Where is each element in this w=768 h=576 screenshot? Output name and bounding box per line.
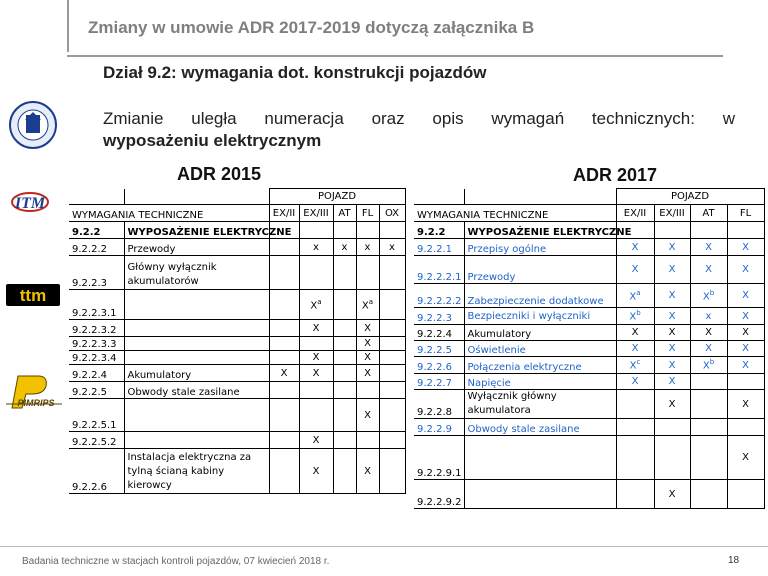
header-divider-vertical [67, 0, 69, 52]
requirement-mark [333, 290, 356, 320]
requirement-description: Instalacja elektryczna za tylną ścianą kabiny kierowcy [124, 449, 269, 494]
requirement-mark [333, 351, 356, 365]
requirement-mark: X [690, 256, 727, 284]
requirement-mark: X [727, 308, 764, 325]
vehicle-group-header: POJAZD [269, 189, 405, 205]
requirement-code: 9.2.2.2.2 [414, 284, 464, 308]
requirement-description [124, 351, 269, 365]
requirement-mark: X [727, 341, 764, 357]
requirement-mark: X [356, 320, 379, 337]
table-header-row [69, 189, 405, 205]
table-row [69, 239, 405, 256]
requirement-mark [356, 222, 379, 239]
requirement-mark: X [299, 351, 333, 365]
table-row [414, 325, 764, 341]
requirement-mark: $X^a$ [299, 290, 333, 320]
requirement-mark: X [616, 256, 654, 284]
requirement-mark: X [616, 341, 654, 357]
table-row [414, 284, 764, 308]
requirement-mark: $X^b$ [616, 308, 654, 325]
requirement-code: 9.2.2.6 [69, 449, 124, 494]
requirement-mark [379, 337, 405, 351]
requirement-mark: X [616, 374, 654, 390]
footnote-marker: b [709, 288, 715, 297]
table-row [69, 432, 405, 449]
requirement-description: Oświetlenie [464, 341, 616, 357]
requirement-mark: X [299, 432, 333, 449]
requirement-description [464, 480, 616, 509]
table-header-blank [414, 189, 464, 205]
requirement-mark [690, 390, 727, 419]
requirement-description: WYPOSAŻENIE ELEKTRYCZNE [464, 222, 616, 239]
slide-title: Zmiany w umowie ADR 2017-2019 dotyczą załącznika B [88, 18, 535, 37]
page-number: 18 [728, 555, 740, 566]
vehicle-group-header: POJAZD [616, 189, 764, 205]
requirement-code: 9.2.2.5.2 [69, 432, 124, 449]
requirement-mark: X [654, 284, 690, 308]
requirements-header: WYMAGANIA TECHNICZNE [414, 205, 616, 222]
requirement-mark [269, 382, 299, 399]
requirement-mark: X [299, 365, 333, 382]
requirement-mark: X [727, 239, 764, 256]
requirement-mark: X [356, 399, 379, 432]
requirement-code: 9.2.2 [414, 222, 464, 239]
requirement-mark [654, 419, 690, 436]
table-row [414, 419, 764, 436]
column-header: AT [333, 205, 356, 222]
requirement-description: Akumulatory [124, 365, 269, 382]
requirement-mark [299, 337, 333, 351]
pimrips-logo [4, 374, 64, 414]
requirements-header: WYMAGANIA TECHNICZNE [69, 205, 269, 222]
requirement-description: Wyłącznik główny akumulatora [464, 390, 616, 419]
requirement-description [124, 399, 269, 432]
requirement-mark: X [727, 284, 764, 308]
requirement-code: 9.2.2.5 [69, 382, 124, 399]
requirement-mark: X [727, 357, 764, 374]
requirement-mark: X [654, 256, 690, 284]
requirement-code: 9.2.2.5 [414, 341, 464, 357]
requirement-code: 9.2.2.9 [414, 419, 464, 436]
requirement-description: WYPOSAŻENIE ELEKTRYCZNE [124, 222, 269, 239]
requirement-code: 9.2.2.3.1 [69, 290, 124, 320]
requirement-mark [269, 449, 299, 494]
requirement-description [124, 432, 269, 449]
requirement-mark [379, 432, 405, 449]
table-row [69, 337, 405, 351]
table-header-row [414, 189, 764, 205]
table-row [69, 449, 405, 494]
requirement-description: Obwody stale zasilane [464, 419, 616, 436]
svg-text:ttm: ttm [19, 286, 47, 305]
footnote-marker: a [636, 288, 641, 297]
svg-text:PIMRIPS: PIMRIPS [17, 398, 55, 408]
table-row [69, 382, 405, 399]
requirement-mark: X [299, 449, 333, 494]
footer-divider [0, 546, 768, 547]
requirement-mark: X [356, 337, 379, 351]
requirement-mark: X [690, 325, 727, 341]
requirement-mark: x [299, 239, 333, 256]
requirement-mark [727, 480, 764, 509]
table-row [414, 374, 764, 390]
requirement-mark: x [379, 239, 405, 256]
requirement-mark: X [654, 357, 690, 374]
requirement-mark [299, 256, 333, 290]
footnote-marker: b [636, 309, 641, 318]
table-row [69, 256, 405, 290]
requirement-mark: X [727, 390, 764, 419]
requirement-code: 9.2.2 [69, 222, 124, 239]
column-header: FL [356, 205, 379, 222]
requirement-code: 9.2.2.2 [69, 239, 124, 256]
adr2015-label: ADR 2015 [177, 164, 262, 184]
table-row [69, 222, 405, 239]
requirement-mark: X [727, 325, 764, 341]
requirement-mark: $X^b$ [690, 284, 727, 308]
table-row [414, 357, 764, 374]
footnote-marker: c [636, 358, 641, 367]
footer-text: Badania techniczne w stacjach kontroli pojazdów, 07 kwiecień 2018 r. [22, 556, 330, 567]
requirement-mark [299, 399, 333, 432]
table-row [414, 390, 764, 419]
requirement-mark: $X^b$ [690, 357, 727, 374]
requirement-mark: X [299, 320, 333, 337]
requirement-mark: X [654, 308, 690, 325]
requirement-mark: $X^a$ [616, 284, 654, 308]
adr2017-label: ADR 2017 [573, 165, 658, 185]
requirement-mark: x [356, 239, 379, 256]
table-row [69, 365, 405, 382]
requirement-mark [333, 320, 356, 337]
table-row [69, 320, 405, 337]
requirement-code: 9.2.2.4 [69, 365, 124, 382]
paragraph-line-1: Zmianie uległa numeracja oraz opis wymagań technicznych: w [103, 109, 735, 128]
requirement-description [124, 337, 269, 351]
table-row [414, 239, 764, 256]
requirement-code: 9.2.2.7 [414, 374, 464, 390]
ttm-logo [6, 284, 60, 306]
footnote-marker: a [317, 297, 322, 306]
requirement-mark [379, 320, 405, 337]
requirement-mark [690, 436, 727, 480]
requirement-code: 9.2.2.9.2 [414, 480, 464, 509]
requirement-mark [379, 449, 405, 494]
table-row [69, 399, 405, 432]
table-row [69, 351, 405, 365]
requirement-code: 9.2.2.5.1 [69, 399, 124, 432]
requirement-mark [333, 222, 356, 239]
requirement-code: 9.2.2.3.2 [69, 320, 124, 337]
requirement-mark: X [654, 325, 690, 341]
requirement-code: 9.2.2.1 [414, 239, 464, 256]
requirement-mark [690, 419, 727, 436]
table-row [414, 480, 764, 509]
requirement-mark: X [616, 325, 654, 341]
requirement-mark: X [727, 436, 764, 480]
requirement-mark [690, 374, 727, 390]
table-header-blank [124, 189, 269, 205]
requirement-mark [616, 480, 654, 509]
table-row [69, 290, 405, 320]
requirement-mark: $X^a$ [356, 290, 379, 320]
requirement-mark: X [654, 480, 690, 509]
requirement-mark: X [654, 239, 690, 256]
requirement-description: Połączenia elektryczne [464, 357, 616, 374]
requirement-mark [379, 222, 405, 239]
table-header-blank [464, 189, 616, 205]
requirement-mark: X [356, 449, 379, 494]
requirement-mark [379, 365, 405, 382]
requirement-mark: X [654, 374, 690, 390]
table-header-row [414, 205, 764, 222]
requirement-mark [356, 256, 379, 290]
column-header: OX [379, 205, 405, 222]
requirement-mark [269, 399, 299, 432]
requirement-code: 9.2.2.3.4 [69, 351, 124, 365]
requirement-description: Zabezpieczenie dodatkowe [464, 284, 616, 308]
footnote-marker: a [368, 297, 374, 306]
requirement-mark [654, 436, 690, 480]
requirement-mark: x [333, 239, 356, 256]
table-row [414, 256, 764, 284]
requirement-mark: X [654, 390, 690, 419]
table-row [414, 308, 764, 325]
adr2015-requirements-table [69, 188, 406, 494]
requirement-description: Przewody [464, 256, 616, 284]
table-row [414, 436, 764, 480]
requirement-mark: $X^c$ [616, 357, 654, 374]
column-header: FL [727, 205, 764, 222]
requirement-mark [727, 374, 764, 390]
adr2017-requirements-table [414, 188, 765, 509]
requirement-mark: X [269, 365, 299, 382]
requirement-code: 9.2.2.2.1 [414, 256, 464, 284]
requirement-mark: X [356, 365, 379, 382]
requirement-description [124, 320, 269, 337]
requirement-description: Napięcie [464, 374, 616, 390]
header-divider-horizontal [67, 55, 723, 57]
paragraph-line-2: wyposażeniu elektrycznym [103, 131, 322, 150]
requirement-mark [727, 419, 764, 436]
requirement-mark [379, 351, 405, 365]
table-header-row [69, 205, 405, 222]
requirement-mark [333, 449, 356, 494]
requirement-mark [269, 351, 299, 365]
requirement-mark [379, 382, 405, 399]
requirement-mark [727, 222, 764, 239]
requirement-mark: X [727, 256, 764, 284]
requirement-mark [333, 337, 356, 351]
requirement-mark [269, 337, 299, 351]
requirement-mark [333, 256, 356, 290]
requirement-code: 9.2.2.8 [414, 390, 464, 419]
column-header: AT [690, 205, 727, 222]
requirement-code: 9.2.2.3 [414, 308, 464, 325]
table-row [414, 341, 764, 357]
requirement-mark [690, 222, 727, 239]
requirement-code: 9.2.2.9.1 [414, 436, 464, 480]
column-header: EX/III [654, 205, 690, 222]
requirement-mark [616, 436, 654, 480]
requirement-mark: X [616, 239, 654, 256]
column-header: EX/II [616, 205, 654, 222]
requirement-mark [333, 432, 356, 449]
requirement-mark [333, 365, 356, 382]
requirement-description: Przewody [124, 239, 269, 256]
requirement-mark [379, 256, 405, 290]
requirement-mark: X [356, 351, 379, 365]
requirement-mark [333, 382, 356, 399]
requirement-mark [333, 399, 356, 432]
requirement-mark [299, 382, 333, 399]
footnote-marker: b [709, 358, 715, 367]
requirement-mark [299, 222, 333, 239]
requirement-description: Główny wyłącznik akumulatorów [124, 256, 269, 290]
requirement-description [464, 436, 616, 480]
svg-text:ITM: ITM [14, 195, 46, 212]
requirement-mark [379, 290, 405, 320]
requirement-description: Akumulatory [464, 325, 616, 341]
requirement-description: Bezpieczniki i wyłączniki [464, 308, 616, 325]
requirement-code: 9.2.2.3.3 [69, 337, 124, 351]
requirement-description [124, 290, 269, 320]
requirement-code: 9.2.2.3 [69, 256, 124, 290]
requirement-mark [654, 222, 690, 239]
column-header: EX/III [299, 205, 333, 222]
itm-logo [10, 186, 50, 218]
requirement-mark [379, 399, 405, 432]
table-row [414, 222, 764, 239]
requirement-code: 9.2.2.6 [414, 357, 464, 374]
column-header: EX/II [269, 205, 299, 222]
requirement-mark [269, 239, 299, 256]
requirement-code: 9.2.2.4 [414, 325, 464, 341]
university-seal-logo [8, 100, 58, 150]
requirement-mark: x [690, 308, 727, 325]
requirement-mark [269, 290, 299, 320]
table-header-blank [69, 189, 124, 205]
requirement-mark [616, 390, 654, 419]
requirement-mark: X [690, 341, 727, 357]
requirement-description: Obwody stale zasilane [124, 382, 269, 399]
section-subtitle: Dział 9.2: wymagania dot. konstrukcji pojazdów [103, 63, 487, 82]
requirement-mark [269, 432, 299, 449]
requirement-mark [690, 480, 727, 509]
requirement-mark [356, 432, 379, 449]
requirement-description: Przepisy ogólne [464, 239, 616, 256]
requirement-mark [616, 419, 654, 436]
requirement-mark [269, 256, 299, 290]
requirement-mark [269, 320, 299, 337]
requirement-mark: X [690, 239, 727, 256]
requirement-mark [356, 382, 379, 399]
requirement-mark: X [654, 341, 690, 357]
